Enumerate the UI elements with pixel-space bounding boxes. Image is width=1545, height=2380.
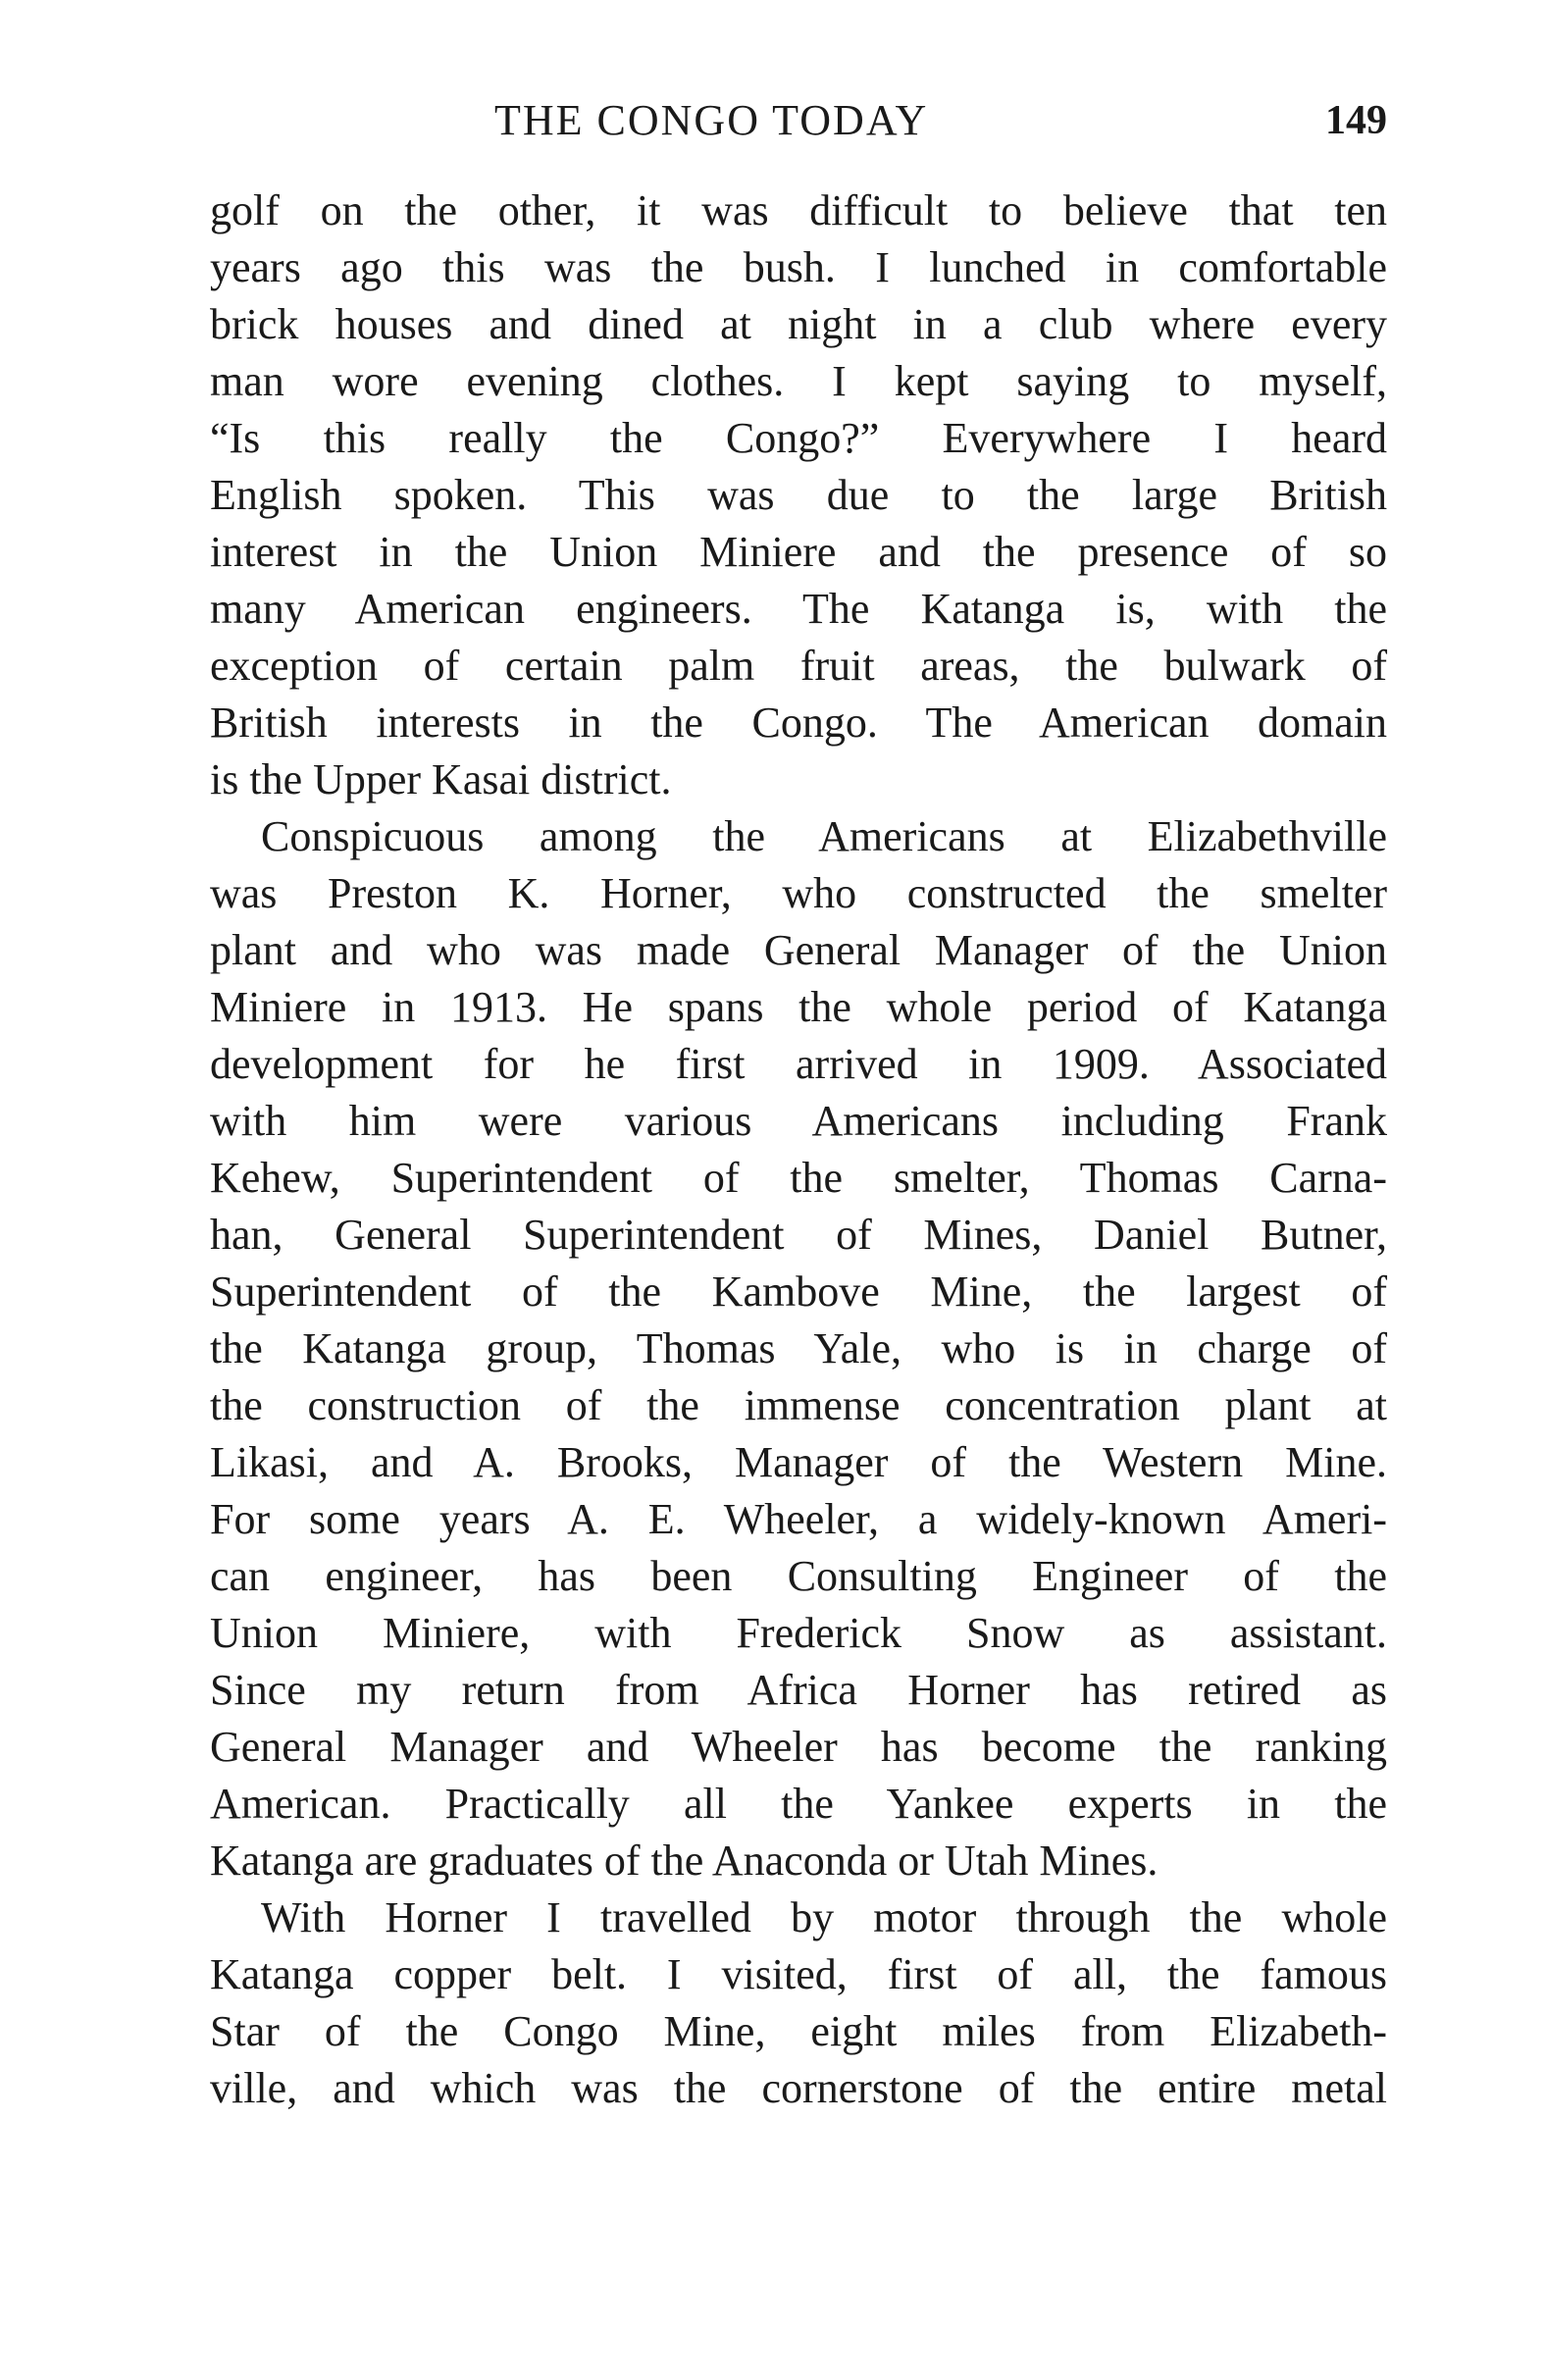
text-line: Likasi, and A. Brooks, Manager of the Western Mine. bbox=[210, 1438, 1387, 1486]
text-line: the Katanga group, Thomas Yale, who is in charge of bbox=[210, 1324, 1387, 1372]
text-line: Kehew, Superintendent of the smelter, Thomas Carna- bbox=[210, 1154, 1387, 1202]
text-line: years ago this was the bush. I lunched in comfortable bbox=[210, 243, 1387, 291]
text-line: is the Upper Kasai district. bbox=[210, 755, 672, 803]
text-line: For some years A. E. Wheeler, a widely-known Ameri- bbox=[210, 1495, 1387, 1543]
text-line: can engineer, has been Consulting Engineer of the bbox=[210, 1552, 1387, 1600]
paragraph-first-line: Conspicuous among the Americans at Elizabethville bbox=[261, 812, 1387, 860]
text-line: han, General Superintendent of Mines, Daniel Butner, bbox=[210, 1211, 1387, 1259]
text-line: many American engineers. The Katanga is, with the bbox=[210, 585, 1387, 633]
text-line: with him were various Americans including Frank bbox=[210, 1097, 1387, 1145]
text-line: brick houses and dined at night in a club where every bbox=[210, 300, 1387, 348]
text-line: interest in the Union Miniere and the presence of so bbox=[210, 528, 1387, 576]
text-line: British interests in the Congo. The American domain bbox=[210, 698, 1387, 747]
text-line: “Is this really the Congo?” Everywhere I heard bbox=[210, 414, 1387, 462]
text-line: Miniere in 1913. He spans the whole period of Katanga bbox=[210, 983, 1387, 1031]
text-line: man wore evening clothes. I kept saying to myself, bbox=[210, 357, 1387, 405]
text-line: development for he first arrived in 1909. Associated bbox=[210, 1040, 1387, 1088]
text-line: Superintendent of the Kambove Mine, the largest of bbox=[210, 1268, 1387, 1316]
text-line: American. Practically all the Yankee experts in the bbox=[210, 1780, 1387, 1828]
text-line: Star of the Congo Mine, eight miles from Elizabeth- bbox=[210, 2007, 1387, 2055]
text-line: English spoken. This was due to the large British bbox=[210, 471, 1387, 519]
text-line: Union Miniere, with Frederick Snow as assistant. bbox=[210, 1609, 1387, 1657]
text-line: Katanga copper belt. I visited, first of all, the famous bbox=[210, 1950, 1387, 1998]
text-line: Katanga are graduates of the Anaconda or Utah Mines. bbox=[210, 1837, 1159, 1885]
text-line: golf on the other, it was difficult to believe that ten bbox=[210, 186, 1387, 234]
text-line: the construction of the immense concentration plant at bbox=[210, 1381, 1387, 1429]
text-line: Since my return from Africa Horner has retired as bbox=[210, 1666, 1387, 1714]
text-line: was Preston K. Horner, who constructed the smelter bbox=[210, 869, 1387, 917]
text-line: ville, and which was the cornerstone of the entire metal bbox=[210, 2064, 1387, 2112]
running-head bbox=[210, 86, 1387, 155]
page-number: 149 bbox=[1325, 98, 1387, 143]
body-text bbox=[210, 182, 1387, 2117]
paragraph-first-line: With Horner I travelled by motor through the whole bbox=[261, 1893, 1387, 1941]
running-title: THE CONGO TODAY bbox=[494, 96, 929, 144]
text-line: plant and who was made General Manager of the Union bbox=[210, 926, 1387, 974]
text-line: exception of certain palm fruit areas, the bulwark of bbox=[210, 642, 1387, 690]
text-line: General Manager and Wheeler has become the ranking bbox=[210, 1723, 1387, 1771]
